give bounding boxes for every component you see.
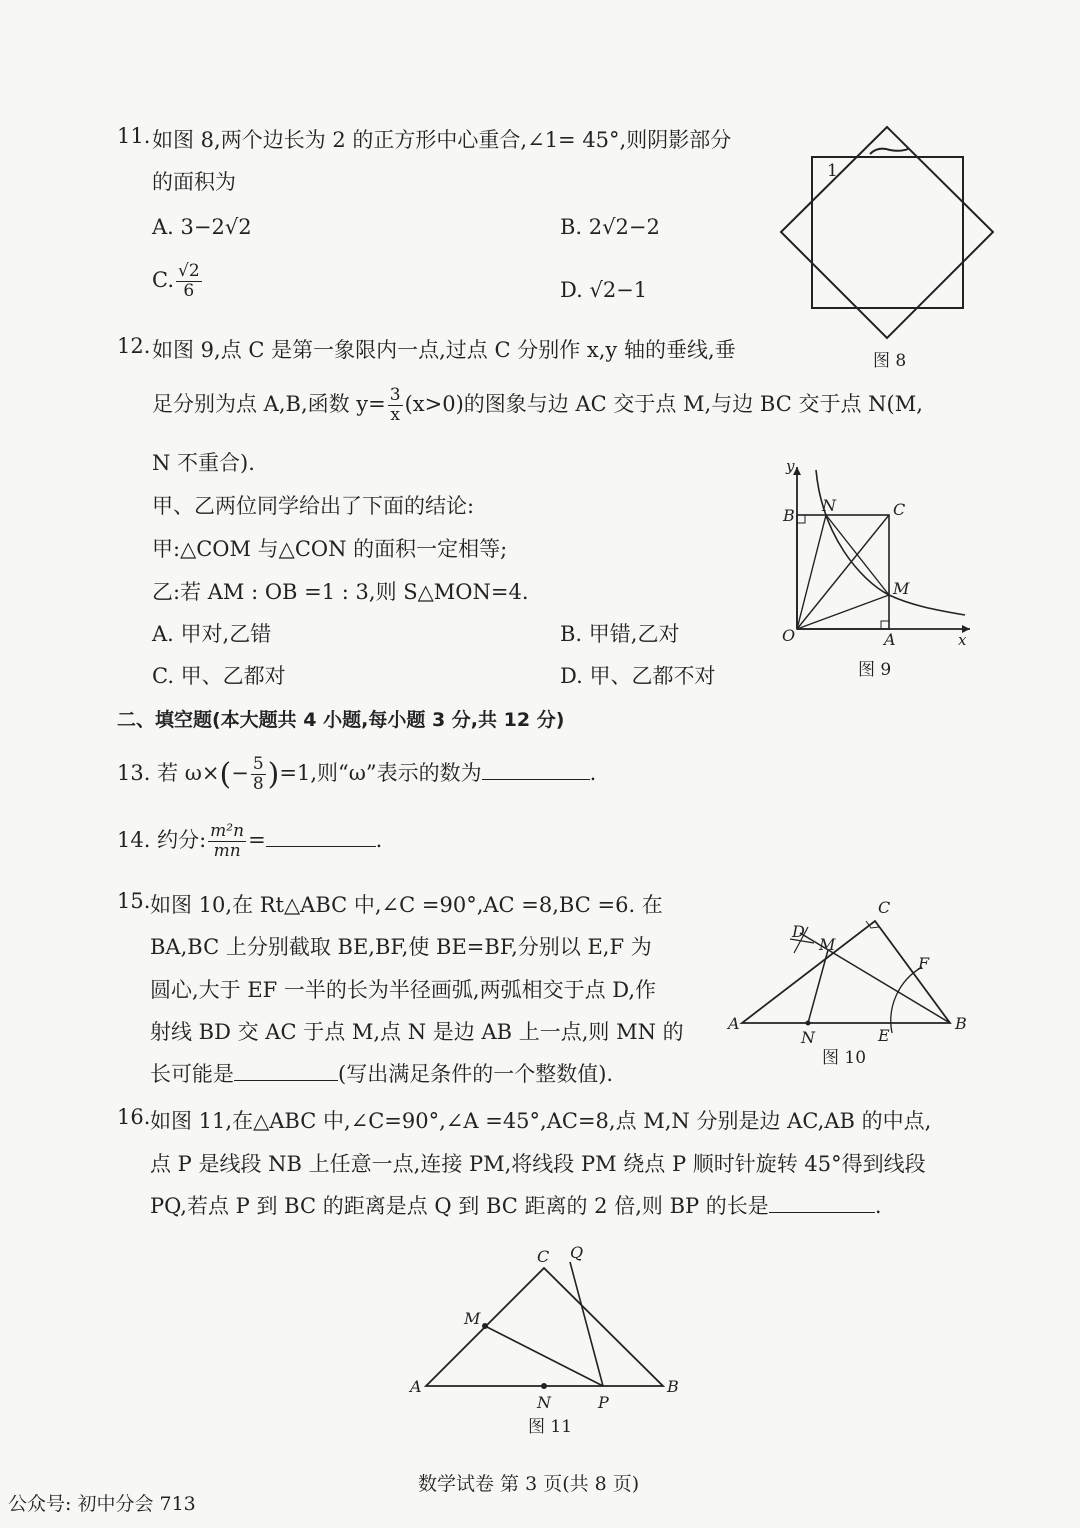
q15-line5 (150, 1058, 613, 1088)
q12-line4: 甲、乙两位同学给出了下面的结论: (152, 494, 475, 518)
fig10-point-N (806, 1021, 811, 1026)
q13-fraction-num: 5 (252, 754, 264, 774)
fig11-caption: 图 11 (528, 1417, 573, 1437)
q12-option-b: B. 甲错,乙对 (560, 622, 680, 646)
fig11-triangle-ABC (426, 1268, 663, 1386)
q13-left-paren: ( (219, 757, 232, 792)
figure-10 (722, 895, 982, 1075)
section2-title: 二、填空题(本大题共 4 小题,每小题 3 分,共 12 分) (117, 709, 565, 731)
page-footer: 数学试卷 第 3 页(共 8 页) (418, 1473, 640, 1495)
q12-line2-post: (x>0)的图象与边 AC 交于点 M,与边 BC 交于点 N(M, (404, 392, 923, 416)
q11-option-d: D. √2−1 (560, 278, 648, 302)
q12-number: 12. (117, 334, 151, 358)
fig10-caption: 图 10 (822, 1048, 867, 1068)
q11-option-c-fraction (176, 262, 202, 301)
q14-post: = (248, 828, 266, 852)
q15-line3: 圆心,大于 EF 一半的长为半径画弧,两弧相交于点 D,作 (150, 978, 657, 1002)
q11-option-a: A. 3−2√2 (152, 215, 252, 239)
fig10-label-E: E (878, 1026, 890, 1045)
q14-row (117, 822, 382, 861)
q11-option-c-den: 6 (183, 281, 195, 301)
q15-line5-pre: 长可能是 (150, 1062, 234, 1086)
fig9-label-x: x (958, 631, 967, 649)
q15-number: 15. (117, 889, 151, 913)
q15-line4: 射线 BD 交 AC 于点 M,点 N 是边 AB 上一点,则 MN 的 (150, 1020, 684, 1044)
fig9-label-B: B (783, 506, 795, 525)
q15-line1: 如图 10,在 Rt△ABC 中,∠C =90°,AC =8,BC =6. 在 (150, 893, 663, 917)
q11-option-c-prefix: C. (152, 268, 174, 292)
figure-9 (770, 455, 980, 690)
q13-answer-blank[interactable] (482, 759, 590, 780)
q12-fraction-den: x (390, 405, 400, 425)
q12-fraction-num: 3 (389, 385, 401, 405)
q13-post: =1,则“ω”表示的数为 (279, 761, 482, 785)
q13-row (117, 755, 596, 794)
q11-stem-line2: 的面积为 (152, 170, 236, 194)
fig8-caption: 图 8 (873, 351, 907, 371)
fig10-label-B: B (955, 1014, 967, 1033)
q11-number: 11. (117, 124, 151, 148)
watermark-text: 公众号: 初中分会 713 (8, 1493, 196, 1515)
fig9-hyperbola (816, 470, 965, 615)
q12-option-a: A. 甲对,乙错 (152, 622, 272, 646)
q12-line1: 如图 9,点 C 是第一象限内一点,过点 C 分别作 x,y 轴的垂线,垂 (152, 338, 736, 362)
q11-stem-line1: 如图 8,两个边长为 2 的正方形中心重合,∠1= 45°,则阴影部分 (152, 128, 732, 152)
fig9-right-angle-A (881, 621, 889, 629)
q14-pre: 约分: (157, 828, 207, 852)
fig8-scribble-mark (870, 149, 908, 154)
q14-answer-blank[interactable] (266, 826, 376, 847)
q12-fraction (388, 386, 403, 425)
q12-line2-pre: 足分别为点 A,B,函数 y= (152, 392, 386, 416)
fig9-label-A: A (884, 630, 896, 649)
fig11-label-C: C (537, 1247, 550, 1266)
fig9-right-angle-B (797, 515, 805, 523)
q13-pre: 若 ω× (157, 761, 220, 785)
q15-answer-blank[interactable] (234, 1060, 338, 1081)
q12-line5: 甲:△COM 与△CON 的面积一定相等; (152, 537, 508, 561)
fig10-label-A: A (728, 1014, 740, 1033)
q14-fraction-den: mn (213, 841, 241, 861)
fig9-caption: 图 9 (858, 660, 892, 680)
fig9-label-y: y (786, 457, 795, 475)
q12-option-c: C. 甲、乙都对 (152, 664, 286, 688)
q15-line5-post: (写出满足条件的一个整数值). (338, 1062, 614, 1086)
q13-end: . (589, 761, 597, 785)
fig10-label-C: C (878, 898, 891, 917)
q13-minus: − (231, 761, 249, 785)
q16-line3-text: PQ,若点 P 到 BC 的距离是点 Q 到 BC 距离的 2 倍,则 BP 的长是 (150, 1194, 769, 1218)
figure-8 (775, 120, 1005, 375)
fig10-label-D: D (792, 922, 805, 941)
q12-option-d: D. 甲、乙都不对 (560, 664, 716, 688)
q16-number: 16. (117, 1105, 151, 1129)
q16-line2: 点 P 是线段 NB 上任意一点,连接 PM,将线段 PM 绕点 P 顺时针旋转 45°得到线段 (150, 1152, 926, 1176)
q14-number: 14. (117, 828, 151, 852)
fig11-segment-MP (485, 1326, 603, 1386)
q12-line3: N 不重合). (152, 451, 255, 475)
q14-fraction (208, 822, 246, 861)
fig9-label-M: M (893, 579, 910, 598)
q16-answer-blank[interactable] (769, 1192, 875, 1213)
fig10-label-F: F (918, 954, 930, 973)
fig9-label-C: C (893, 500, 906, 519)
q13-right-paren: ) (267, 757, 280, 792)
fig11-label-M: M (464, 1309, 481, 1328)
fig11-point-M (482, 1323, 488, 1329)
q13-fraction-den: 8 (252, 774, 264, 794)
fig8-angle-label: 1 (827, 161, 838, 181)
fig11-label-B: B (667, 1377, 679, 1396)
q13-fraction (251, 755, 266, 794)
q11-option-c-num: √2 (178, 261, 200, 281)
q14-fraction-num: m²n (210, 821, 245, 841)
q13-number: 13. (117, 761, 151, 785)
figure-11 (400, 1240, 700, 1440)
q14-end: . (375, 828, 383, 852)
q16-line1: 如图 11,在△ABC 中,∠C=90°,∠A =45°,AC=8,点 M,N 分别是边 AC,AB 的中点, (150, 1109, 932, 1133)
fig10-label-M: M (819, 935, 836, 954)
fig9-label-O: O (782, 626, 796, 645)
fig11-label-A: A (410, 1377, 422, 1396)
q15-line2: BA,BC 上分别截取 BE,BF,使 BE=BF,分别以 E,F 为 (150, 935, 652, 959)
q16-line3 (150, 1190, 882, 1220)
q11-option-c (152, 262, 204, 301)
fig11-label-P: P (598, 1393, 609, 1412)
fig9-label-N: N (822, 496, 836, 515)
fig10-label-N: N (801, 1028, 815, 1047)
fig11-label-N: N (537, 1393, 551, 1412)
q11-option-b: B. 2√2−2 (560, 215, 660, 239)
fig11-label-Q: Q (570, 1243, 584, 1262)
q12-line2 (152, 386, 923, 425)
fig10-segment-MN (808, 950, 828, 1023)
fig11-segment-PQ (570, 1262, 603, 1386)
fig11-point-N (541, 1383, 547, 1389)
q12-line6: 乙:若 AM : OB =1 : 3,则 S△MON=4. (152, 580, 529, 604)
q16-end: . (874, 1194, 882, 1218)
